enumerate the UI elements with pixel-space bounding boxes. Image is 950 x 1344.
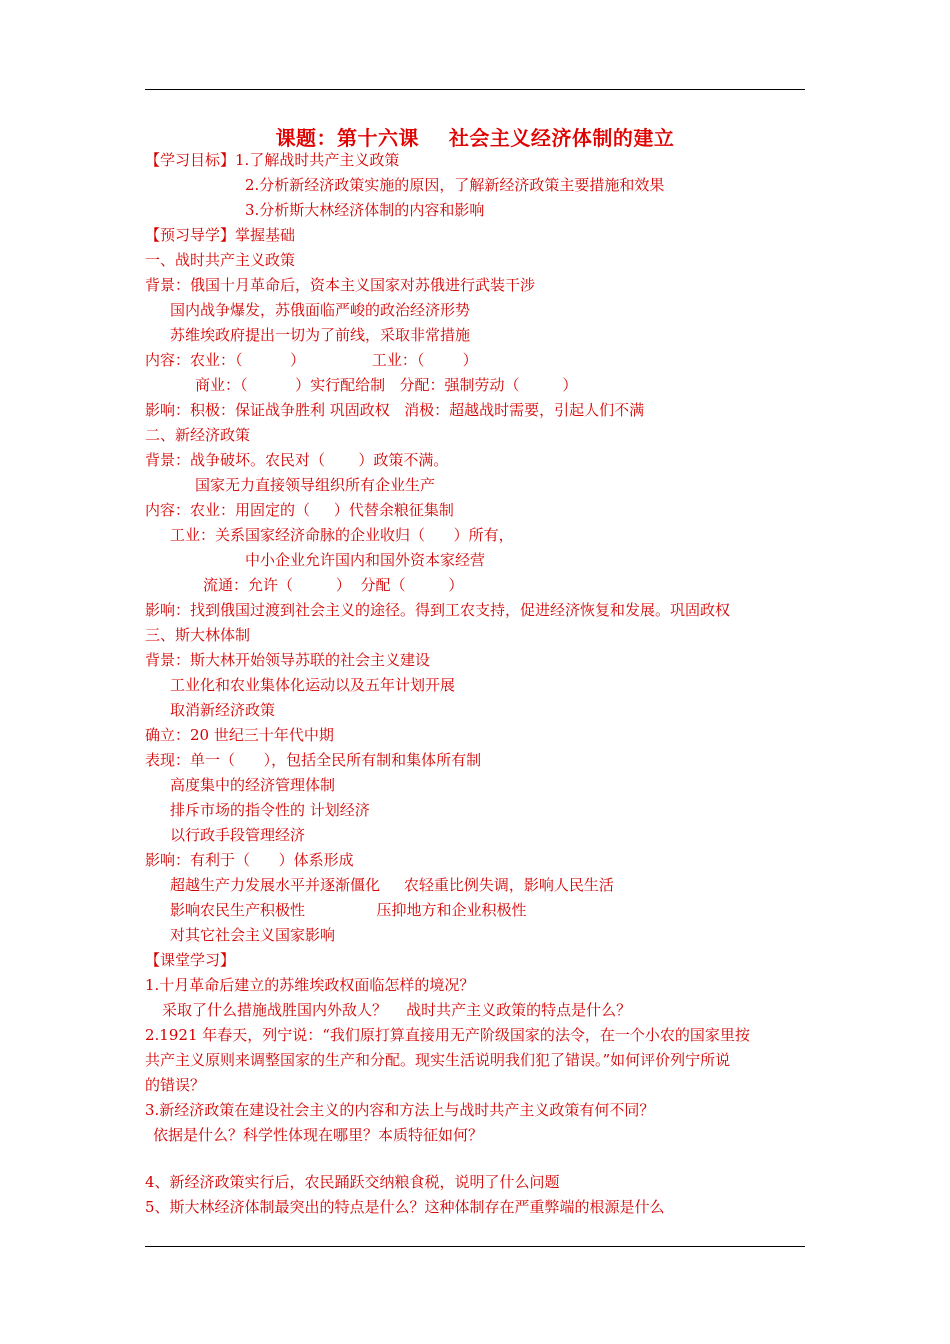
question-line: 依据是什么？科学性体现在哪里？本质特征如何？ [153,1126,484,1144]
section-line: 国家无力直接领导组织所有企业生产 [195,476,436,494]
section-line: 影响农民生产积极性 压抑地方和企业积极性 [170,901,527,919]
section-line: 中小企业允许国内和国外资本家经营 [245,551,486,569]
section-line: 表现：单一（ ），包括全民所有制和集体所有制 [145,751,482,769]
section-title: 三、斯大林体制 [145,626,251,644]
section-line: 流通：允许（ ） 分配（ ） [203,576,464,594]
question-line: 5、斯大林经济体制最突出的特点是什么？这种体制存在严重弊端的根源是什么 [145,1198,665,1216]
preview-heading: 【预习导学】 [145,226,236,244]
goal-item: 3.分析斯大林经济体制的内容和影响 [245,201,485,219]
section-line: 取消新经济政策 [170,701,276,719]
section-line: 超越生产力发展水平并逐渐僵化 农轻重比例失调，影响人民生活 [170,876,614,894]
goals-line-1 [145,148,399,173]
question-line: 共产主义原则来调整国家的生产和分配。现实生活说明我们犯了错误。”如何评价列宁所说 [145,1051,731,1069]
section-line: 影响：积极：保证战争胜利 巩固政权 消极：超越战时需要，引起人们不满 [145,401,645,419]
preview-subtitle: 掌握基础 [235,226,296,244]
page-title: 课题：第十六课 社会主义经济体制的建立 [275,126,675,150]
question-line: 3.新经济政策在建设社会主义的内容和方法上与战时共产主义政策有何不同？ [145,1101,655,1119]
header-rule [145,89,805,90]
section-line: 内容：农业：用固定的（ ）代替余粮征集制 [145,501,454,519]
section-line: 对其它社会主义国家影响 [170,926,336,944]
question-line: 1.十月革命后建立的苏维埃政权面临怎样的境况？ [145,976,475,994]
section-line: 内容：农业：（ ） 工业：（ ） [145,351,478,369]
preview-line [145,223,295,248]
footer-rule [145,1246,805,1247]
section-line: 商业：（ ）实行配给制 分配：强制劳动（ ） [195,376,578,394]
question-line: 采取了什么措施战胜国内外敌人？ 战时共产主义政策的特点是什么？ [162,1001,632,1019]
section-line: 国内战争爆发，苏俄面临严峻的政治经济形势 [170,301,471,319]
goal-item: 1.了解战时共产主义政策 [235,151,400,169]
question-line: 2.1921 年春天，列宁说：“我们原打算直接用无产阶级国家的法令，在一个小农的国家里按 [145,1026,750,1044]
section-line: 背景：战争破坏。农民对（ ）政策不满。 [145,451,449,469]
section-line: 影响：有利于（ ）体系形成 [145,851,354,869]
classroom-heading: 【课堂学习】 [145,951,236,969]
section-line: 工业：关系国家经济命脉的企业收归（ ）所有， [170,526,514,544]
goal-item: 2.分析新经济政策实施的原因，了解新经济政策主要措施和效果 [245,176,665,194]
goals-heading: 【学习目标】 [145,151,236,169]
section-line: 影响：找到俄国过渡到社会主义的途径。得到工农支持，促进经济恢复和发展。巩固政权 [145,601,731,619]
section-line: 确立：20 世纪三十年代中期 [145,726,334,744]
question-line: 的错误？ [145,1076,206,1094]
section-line: 高度集中的经济管理体制 [170,776,336,794]
section-title: 二、新经济政策 [145,426,251,444]
section-line: 背景：俄国十月革命后，资本主义国家对苏俄进行武装干涉 [145,276,536,294]
section-line: 排斥市场的指令性的 计划经济 [170,801,370,819]
section-title: 一、战时共产主义政策 [145,251,296,269]
section-line: 工业化和农业集体化运动以及五年计划开展 [170,676,456,694]
section-line: 背景：斯大林开始领导苏联的社会主义建设 [145,651,431,669]
section-line: 苏维埃政府提出一切为了前线，采取非常措施 [170,326,471,344]
question-line: 4、新经济政策实行后，农民踊跃交纳粮食税，说明了什么问题 [145,1173,560,1191]
section-line: 以行政手段管理经济 [170,826,306,844]
